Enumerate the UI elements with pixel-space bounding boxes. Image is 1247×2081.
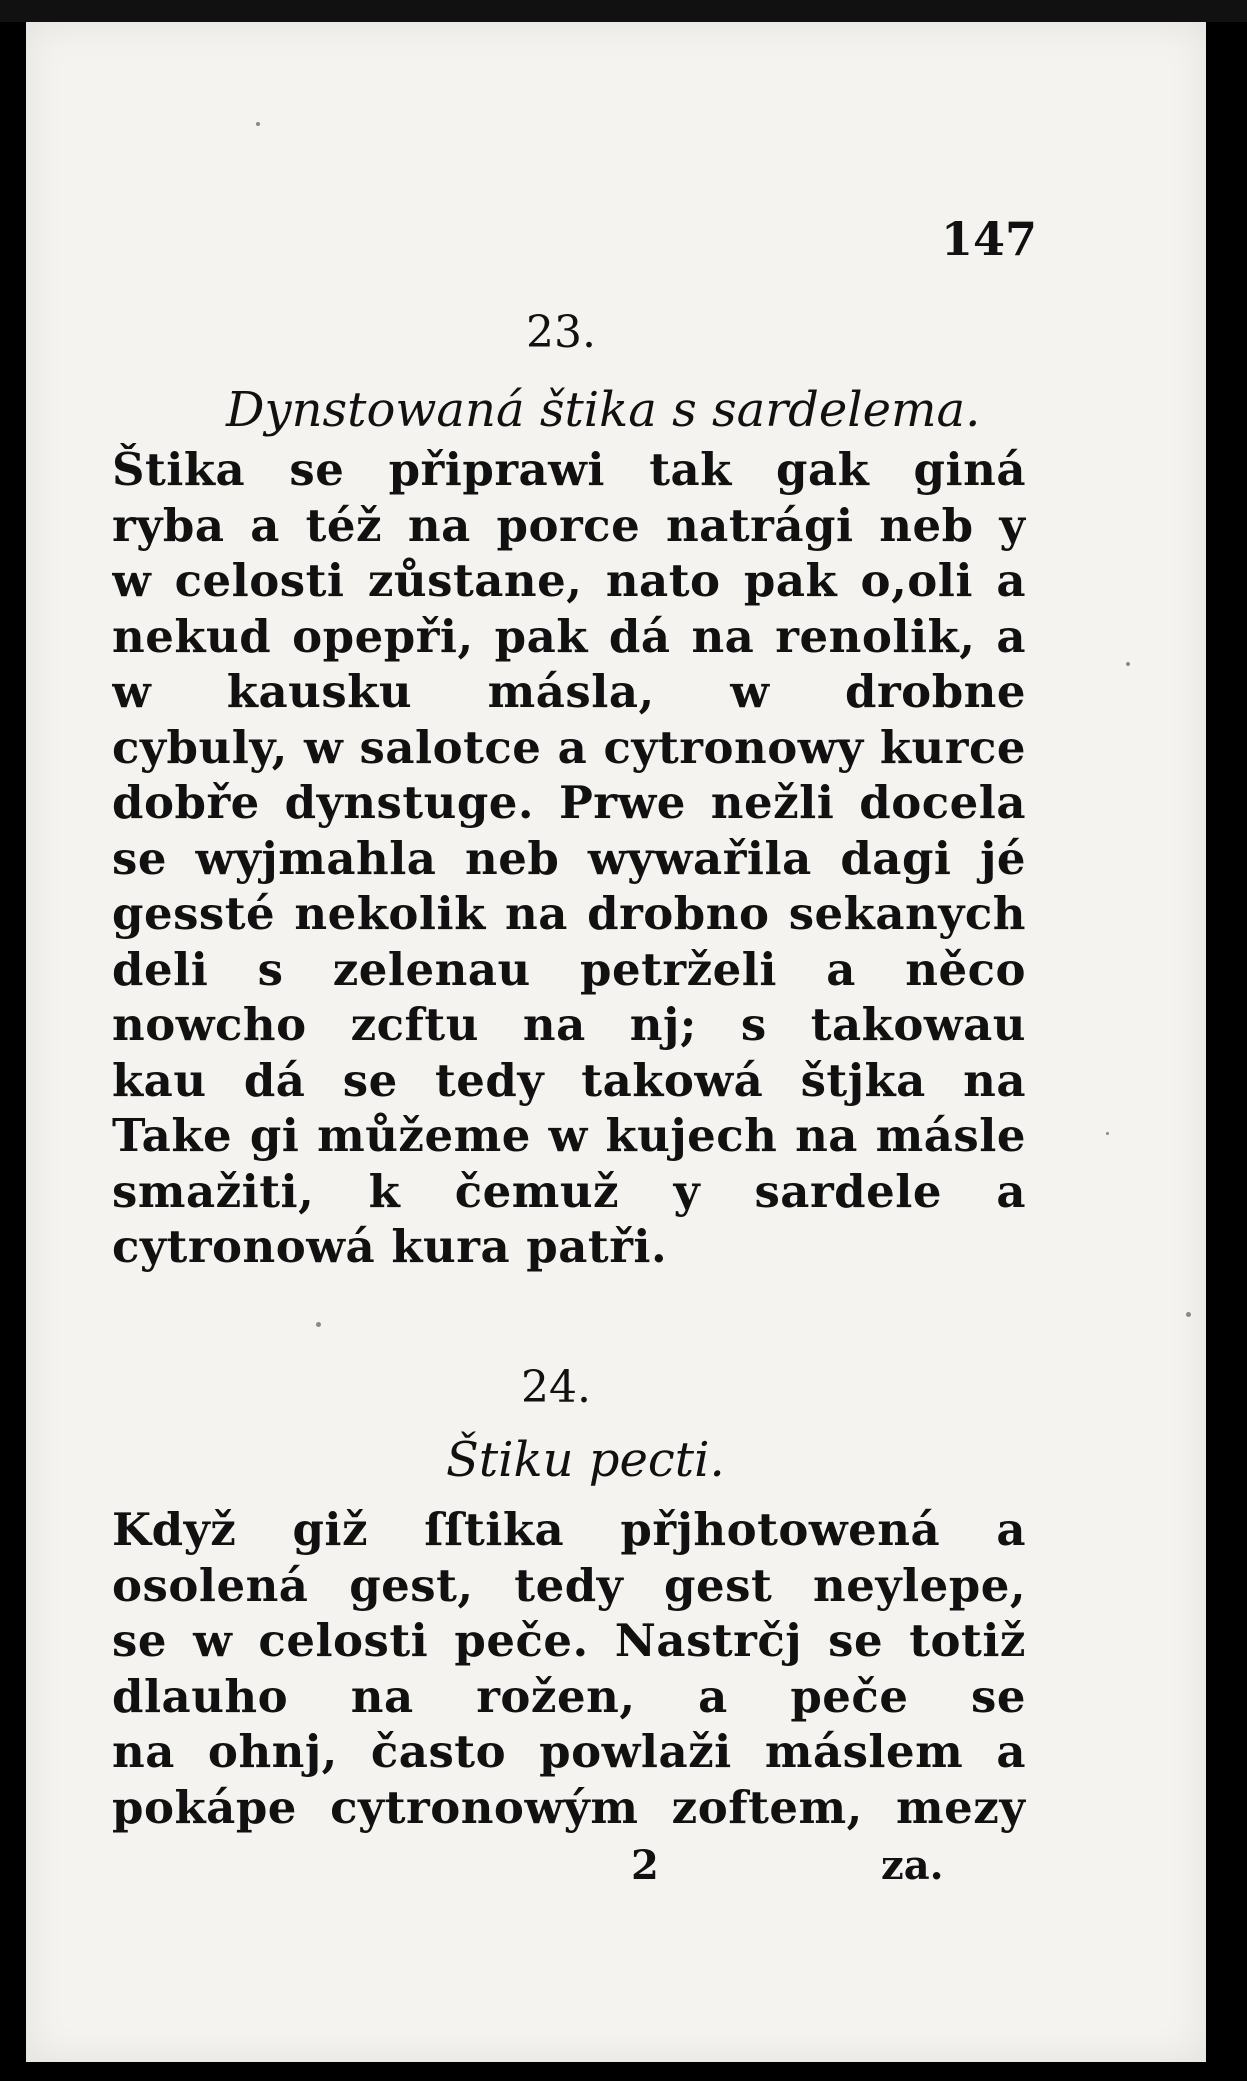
catchword: za. [881, 1842, 944, 1889]
text-line: gessté nekolik na drobno sekanych [112, 887, 1026, 940]
text-line: na ohnj, často powlaži máslem a [112, 1725, 1026, 1778]
section-24-number: 24. [521, 1362, 591, 1413]
section-23-number: 23. [526, 307, 596, 358]
text-line: kau dá se tedy takowá štjka na [112, 1053, 1026, 1107]
text-line: Když giž ſſtika přjhotowená a [112, 1503, 1026, 1556]
text-line: Štika se připrawi tak gak giná [112, 443, 1026, 496]
text-line: se wyjmahla neb wywařila dagi jé [112, 831, 1026, 885]
signature-mark: 2 [631, 1842, 659, 1889]
paper-speck [1106, 1132, 1109, 1135]
text-line: smažiti, k čemuž y sardele a [112, 1164, 1026, 1218]
paper-speck [1186, 1312, 1191, 1317]
text-line: dlauho na rožen, a peče se [112, 1669, 1026, 1723]
section-23-title: Dynstowaná štika s sardelema. [226, 382, 981, 438]
scan-top-edge [0, 0, 1247, 22]
section-24-title: Štiku pecti. [446, 1432, 725, 1488]
paper-speck [316, 1322, 321, 1327]
text-line: nekud opepři, pak dá na renolik, a [112, 609, 1026, 663]
text-line: dobře dynstuge. Prwe nežli docela [112, 776, 1026, 829]
book-page [26, 22, 1206, 2062]
text-line: w celosti zůstane, nato pak o,oli a [112, 554, 1026, 607]
paper-speck [1126, 662, 1130, 666]
text-line: cybuly, w salotce a cytronowy kurce [112, 720, 1026, 774]
text-line: deli s zelenau petrželi a něco [112, 942, 1026, 996]
text-line: pokápe cytronowým zoftem, mezy [112, 1780, 1026, 1834]
text-line: cytronowá kura patři. [112, 1220, 668, 1273]
text-line: ryba a též na porce natrági neb y [112, 498, 1026, 552]
text-line: nowcho zcftu na nj; s takowau [112, 998, 1026, 1051]
text-line: osolená gest, tedy gest neylepe, [112, 1558, 1026, 1612]
text-line: se w celosti peče. Nastrčj se totiž [112, 1614, 1026, 1667]
text-line: Take gi můžeme w kujech na másle [112, 1109, 1026, 1162]
text-line: w kausku másla, w drobne [112, 665, 1026, 718]
page-number: 147 [941, 212, 1038, 266]
paper-speck [256, 122, 260, 126]
